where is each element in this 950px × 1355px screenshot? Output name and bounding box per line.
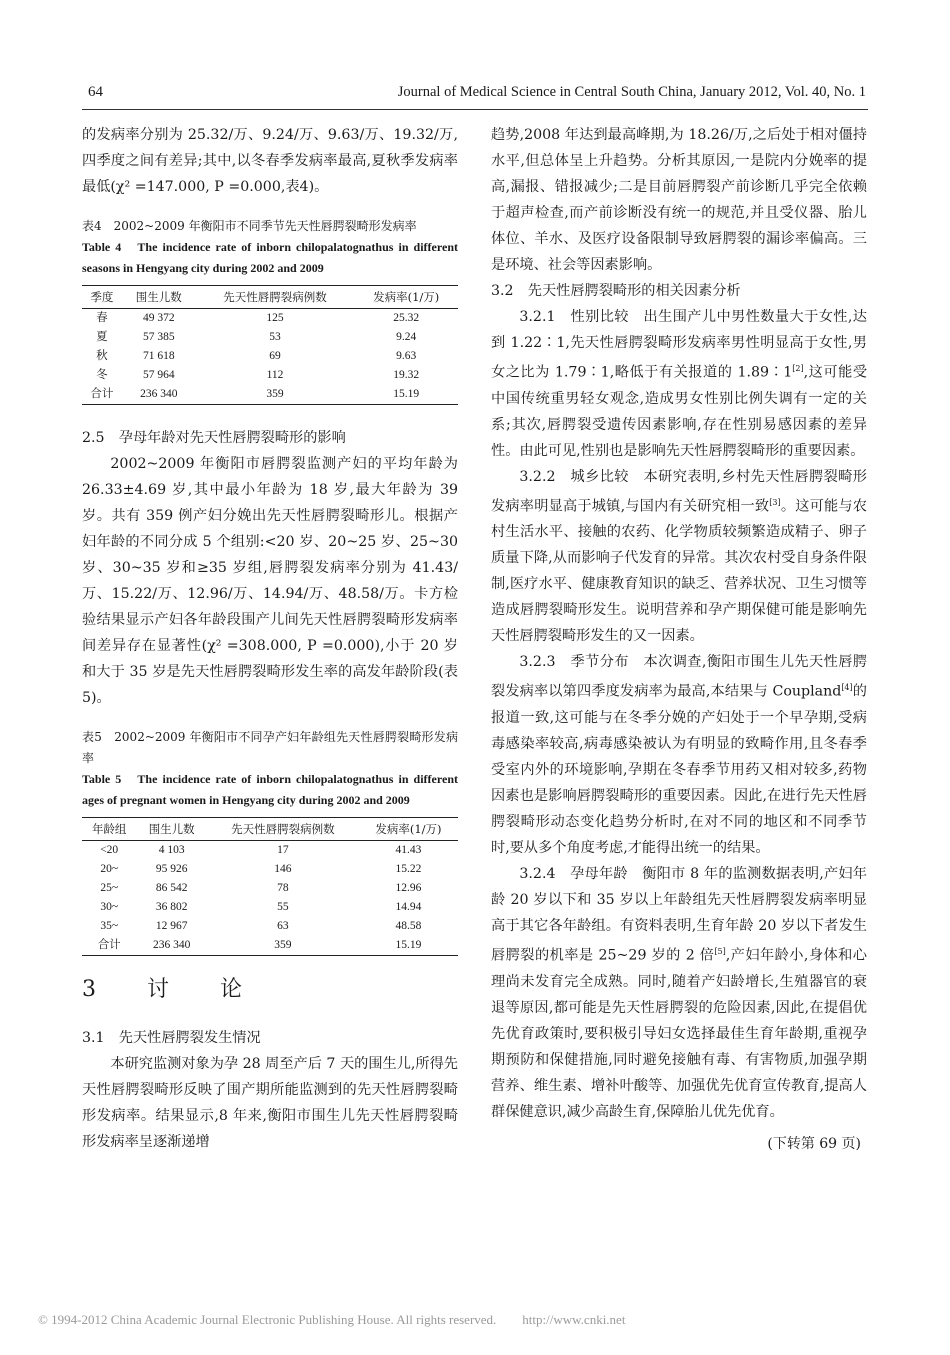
table-row: <20 4 103 17 41.43 — [100, 844, 422, 856]
paragraph: 2002~2009 年衡阳市唇腭裂监测产妇的平均年龄为26.33±4.69 岁,其中最小年龄为 18 岁,最大年龄为 39 岁。共有 359 例产妇分娩出先天性唇腭裂畸形儿。根据产妇年龄的不同分成 5 个组别:<20 岁、20~25 岁、25~30 岁、30~35 岁和≥35 岁组,唇腭裂发病率分别为 41.43/万、15.22/万、12.96/万、14.94/万、48.58/万。卡方检验结果显示产妇各年龄段围产儿间先天性唇腭裂畸形发病率间差异存在显著性(χ² =308.000, P =0.000),小于 20 岁和大于 35 岁是先天性唇腭裂畸形发生率的高发年龄阶段(表5)。 — [82, 456, 458, 706]
table-row: 25~ 86 542 78 12.96 — [100, 882, 422, 894]
citation: [5] — [714, 947, 726, 957]
table4 — [82, 285, 458, 405]
table4-caption-cn: 表4 2002~2009 年衡阳市不同季节先天性唇腭裂畸形发病率 — [82, 219, 417, 233]
copyright-footer: © 1994-2012 China Academic Journal Electronic Publishing House. All rights reserved. http://www.cnki.net — [38, 1312, 626, 1327]
table-header: 围生儿数 — [136, 818, 207, 841]
section-heading-2-5: 2.5 孕母年龄对先天性唇腭裂畸形的影响 — [82, 430, 346, 446]
table-header: 发病率(1/万) — [354, 286, 458, 309]
table-row: 合计 236 340 359 15.19 — [82, 936, 458, 956]
right-column — [491, 122, 867, 1157]
table-row: 冬 57 964 112 19.32 — [96, 369, 420, 381]
section-title-discussion: 3 讨 论 — [82, 977, 264, 1002]
continued-note: (下转第 69 页) — [767, 1135, 861, 1152]
table-header: 围生儿数 — [122, 286, 196, 309]
subheading: 3.2.3 季节分布 — [519, 654, 629, 671]
citation: [3] — [769, 497, 781, 507]
paragraph-3-2-4: 3.2.4 孕母年龄 衡阳市 8 年的监测数据表明,产妇年龄 20 岁以下和 35 岁以上年龄组先天性唇腭裂发病率明显高于其它各年龄组。有资料表明,生育年龄 20 岁以下者发生唇腭裂的机率是 25~29 岁的 2 倍[5],产妇年龄小,身体和心理尚未发育完全成熟。同时,随着产妇龄增长,生殖器官的衰退等原因,都可能是先天性唇腭裂的危险因素,因此,在提倡优先优育政策时,要积极引导妇女选择最佳生育年龄期,重视孕期预防和保健措施,同时避免接触有毒、有害物质,加强孕期营养、维生素、增补叶酸等、加强优先优育宣传教育,提高人群保健意识,减少高龄生育,保障胎儿优先优育。 — [491, 866, 867, 1120]
table-row: 秋 71 618 69 9.63 — [96, 350, 417, 362]
subheading: 3.2.1 性别比较 — [519, 309, 629, 325]
table4-caption-en: Table 4 The incidence rate of inborn chilopalatognathus in different seasons in Hengyang city during 2002 and 2009 — [82, 240, 458, 275]
table-header: 季度 — [82, 286, 122, 309]
section-heading-3-1: 3.1 先天性唇腭裂发生情况 — [82, 1030, 261, 1046]
paragraph-3-2-1: 3.2.1 性别比较 出生围产儿中男性数量大于女性,达到 1.22∶1,先天性唇腭裂畸形发病率男性明显高于女性,男女之比为 1.79∶1,略低于有关报道的 1.89∶1[2],这可能受中国传统重男轻女观念,造成男女性别比例失调有一定的关系;其次,唇腭裂受遗传因素影响,存在性别易感因素的差异性。由此可见,性别也是影响先天性唇腭裂畸形的重要因素。 — [491, 309, 868, 459]
subheading: 3.2.4 孕母年龄 — [519, 866, 628, 883]
page-number: 64 — [88, 84, 103, 100]
table-row: 春 49 372 125 25.32 — [96, 312, 420, 324]
left-column — [82, 122, 458, 1155]
table5 — [82, 817, 458, 956]
header-rule — [82, 109, 868, 110]
journal-header: Journal of Medical Science in Central South China, January 2012, Vol. 40, No. 1 — [397, 84, 866, 100]
table-row: 35~ 12 967 63 48.58 — [100, 920, 422, 932]
paragraph: 本研究监测对象为孕 28 周至产后 7 天的围生儿,所得先天性唇腭裂畸形反映了围产期所能监测到的先天性唇腭裂畸形发病率。结果显示,8 年来,衡阳市围生儿先天性唇腭裂畸形发病率呈逐渐递增 — [82, 1056, 458, 1150]
table-header: 先天性唇腭裂病例数 — [207, 818, 359, 841]
paragraph: 趋势,2008 年达到最高峰期,为 18.26/万,之后处于相对僵持水平,但总体呈上升趋势。分析其原因,一是院内分娩率的提高,漏报、错报减少;二是目前唇腭裂产前诊断几乎完全依赖于超声检查,而产前诊断没有统一的规范,并且受仪器、胎儿体位、羊水、及医疗设备限制导致唇腭裂的漏诊率偏高。三是环境、社会等因素影响。 — [491, 127, 867, 273]
paragraph-3-2-3: 3.2.3 季节分布 本次调查,衡阳市围生儿先天性唇腭裂发病率以第四季度发病率为最高,本结果与 Coupland[4]的报道一致,这可能与在冬季分娩的产妇处于一个早孕期,受病毒感染率较高,病毒感染被认为有明显的致畸作用,且冬春季受室内外的环境影响,孕期在冬春季节用药又相对较多,药物因素也是影响唇腭裂畸形的重要因素。因此,在进行先天性唇腭裂畸形动态变化趋势分析时,在对不同的地区和不同季节时,要从多个角度考虑,才能得出统一的结果。 — [491, 654, 867, 857]
section-heading-3-2: 3.2 先天性唇腭裂畸形的相关因素分析 — [491, 283, 741, 299]
table-row: 合计 236 340 359 15.19 — [82, 385, 458, 405]
table-row: 20~ 95 926 146 15.22 — [100, 863, 422, 875]
subheading: 3.2.2 城乡比较 — [519, 468, 629, 485]
paragraph-3-2-2: 3.2.2 城乡比较 本研究表明,乡村先天性唇腭裂畸形发病率明显高于城镇,与国内有关研究相一致[3]。这可能与农村生活水平、接触的农药、化学物质较频繁造成精子、卵子质量下降,从而影响子代发育的异常。其次农村受自身条件限制,医疗水平、健康教育知识的缺乏、营养状况、卫生习惯等造成唇腭裂畸形发生。说明营养和孕产期保健可能是影响先天性唇腭裂畸形发生的又一因素。 — [491, 468, 867, 645]
table5-caption-cn: 表5 2002~2009 年衡阳市不同孕产妇年龄组先天性唇腭裂畸形发病率 — [82, 730, 458, 765]
paragraph: 的发病率分别为 25.32/万、9.24/万、9.63/万、19.32/万,四季度之间有差异;其中,以冬春季发病率最高,夏秋季发病率最低(χ² =147.000, P =0.000,表4)。 — [82, 127, 458, 195]
table-header: 先天性唇腭裂病例数 — [196, 286, 355, 309]
table-row: 夏 57 385 53 9.24 — [96, 331, 417, 343]
table-row: 30~ 36 802 55 14.94 — [100, 901, 422, 913]
table-header: 年龄组 — [82, 818, 136, 841]
table-header: 发病率(1/万) — [359, 818, 458, 841]
citation: [2] — [792, 364, 804, 373]
citation: [4] — [841, 683, 853, 693]
table5-caption-en: Table 5 The incidence rate of inborn chilopalatognathus in different ages of pregnant women in Hengyang city during 2002 and 2009 — [82, 772, 458, 807]
